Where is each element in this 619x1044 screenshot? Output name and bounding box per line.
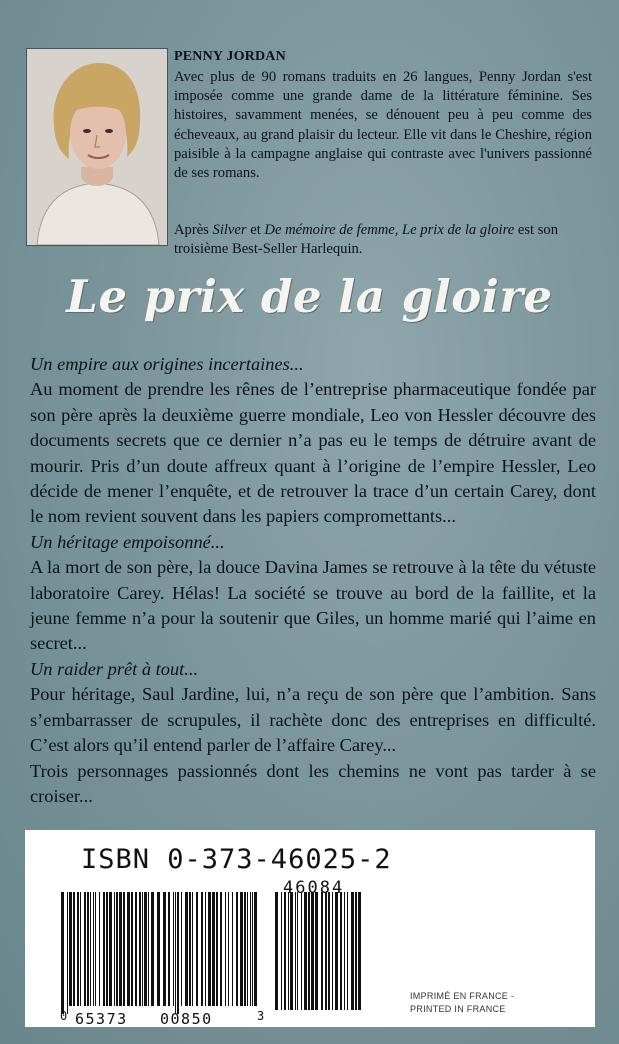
barcode-bar <box>84 892 86 1006</box>
barcode-bar <box>163 892 166 1006</box>
printed-in-france <box>410 990 550 1016</box>
barcode-bar <box>80 892 81 1006</box>
barcode-bar <box>225 892 226 1006</box>
barcode-bar <box>142 892 143 1006</box>
barcode-bar <box>244 892 246 1006</box>
barcode-bar <box>175 892 176 1014</box>
author-bio-bestsellers <box>174 221 594 259</box>
author-bio: Avec plus de 90 romans traduits en 26 langues, Penny Jordan s'est imposée comme une grande dame de la littérature féminine. Ses histoires, savamment menées, se dénouent peu à peu comme des écheveaux, au grand plaisir du lecteur. Elle vit dans le Cheshire, région paisible à la campagne anglaise qui contraste avec l'univers passionné de ses romans. <box>174 69 592 182</box>
barcode-bar <box>301 892 302 1010</box>
barcode-bar <box>196 892 198 1006</box>
barcode-bar <box>116 892 118 1006</box>
barcode-bar <box>173 892 174 1006</box>
author-name: PENNY JORDAN <box>174 49 286 64</box>
barcode-bar <box>123 892 125 1006</box>
barcode-right-digits: 00850 <box>160 1010 213 1028</box>
barcode-bar <box>189 892 191 1006</box>
barcode-bar <box>109 892 112 1006</box>
barcode-bar <box>73 892 75 1006</box>
book-titles-italic: De mémoire de femme, Le prix de la gloire <box>264 222 515 238</box>
section-text: Pour héritage, Saul Jardine, lui, n’a reçu de son père que l’ambition. Sans s’embarrasser de scrupules, il rachète donc des entreprises en difficulté. C’est alors qu’il entend parler de l’affaire Carey... <box>30 684 596 756</box>
barcode-bar <box>355 892 357 1010</box>
barcode-bar <box>90 892 91 1006</box>
book-title: Le prix de la gloire <box>66 270 553 323</box>
section-heading: Un empire aux origines incertaines... <box>30 354 304 374</box>
bio-mid: et <box>246 222 265 238</box>
barcode-bar <box>325 892 327 1010</box>
barcode-bar <box>181 892 182 1006</box>
barcode-bar <box>250 892 251 1006</box>
barcode-bar <box>192 892 193 1006</box>
barcode-bar <box>240 892 243 1006</box>
barcode-first-digit: 0 <box>60 1009 68 1023</box>
barcode-bar <box>151 892 154 1006</box>
barcode-bar <box>114 892 115 1006</box>
barcode-bar <box>328 892 330 1010</box>
barcode-bar <box>290 892 293 1010</box>
ean-barcode <box>59 892 259 1014</box>
barcode-bar <box>288 892 289 1010</box>
printed-line-en: PRINTED IN FRANCE <box>410 1004 506 1014</box>
barcode-bar <box>252 892 253 1006</box>
barcode-area <box>25 830 595 1027</box>
barcode-bar <box>297 892 298 1010</box>
barcode-bar <box>127 892 130 1006</box>
barcode-bar <box>144 892 147 1006</box>
barcode-bar <box>216 892 218 1006</box>
barcode-bar <box>106 892 108 1006</box>
bio-suffix: est son troisième Best-Seller Harlequin. <box>174 222 558 258</box>
barcode-bar <box>95 892 96 1006</box>
barcode-bar <box>340 892 342 1010</box>
barcode-bar <box>67 892 68 1014</box>
barcode-bar <box>228 892 229 1006</box>
barcode-bar <box>295 892 296 1010</box>
barcode-bar <box>61 892 64 1014</box>
barcode-bar <box>77 892 79 1006</box>
barcode-bar <box>220 892 222 1006</box>
barcode-bar <box>208 892 211 1006</box>
barcode-bar <box>93 892 94 1006</box>
barcode-bar <box>311 892 314 1010</box>
barcode-bar <box>135 892 137 1006</box>
barcode-bar <box>335 892 338 1010</box>
barcode-bar <box>131 892 133 1006</box>
barcode-bar <box>99 892 100 1006</box>
barcode-bar <box>232 892 233 1006</box>
barcode-addon-digits: 46084 <box>283 878 345 898</box>
printed-line-fr: IMPRIMÉ EN FRANCE - <box>410 991 515 1001</box>
barcode-bar <box>205 892 206 1006</box>
synopsis <box>30 352 596 809</box>
bio-prefix: Après <box>174 222 213 238</box>
barcode-bar <box>247 892 248 1006</box>
barcode-bar <box>358 892 361 1010</box>
barcode-bar <box>315 892 318 1010</box>
section-text: Au moment de prendre les rênes de l’entreprise pharmaceutique fondée par son père après la deuxième guerre mondiale, Leo von Hessler découvre des documents secrets que ce dernier n’a pas eu le temps de détruire avant de mourir. Pris d’un doute affreux quant à l’origine de l’empire Hessler, Leo décide de mener l’enquête, et de retrouver la trace d’un certain Carey, dont le nom revient souvent dans les papiers compromettants... <box>30 379 596 527</box>
barcode-bar <box>321 892 323 1010</box>
barcode-bar <box>87 892 89 1006</box>
barcode-bar <box>157 892 160 1006</box>
barcode-bar <box>177 892 179 1014</box>
barcode-bar <box>148 892 149 1006</box>
barcode-left-digits: 65373 <box>75 1010 128 1028</box>
barcode-bar <box>284 892 286 1010</box>
addon-barcode <box>273 892 363 1010</box>
barcode-bar <box>69 892 72 1006</box>
book-title-silver: Silver <box>212 222 247 238</box>
barcode-bar <box>332 892 333 1010</box>
section-text: A la mort de son père, la douce Davina James se retrouve à la tête du vétuste laboratoire Carey. Hélas! La société se trouve au bord de la faillite, et la jeune femme n’a pour la soutenir que Giles, un homme marié qui l’aime en secret... <box>30 557 596 654</box>
author-photo <box>26 48 168 246</box>
barcode-bar <box>185 892 188 1006</box>
barcode-bar <box>281 892 282 1010</box>
barcode-bar <box>344 892 345 1010</box>
barcode-bar <box>275 892 278 1010</box>
barcode-bar <box>254 892 257 1006</box>
barcode-bar <box>308 892 310 1010</box>
closing-text: Trois personnages passionnés dont les chemins ne vont pas tarder à se croiser... <box>30 760 596 806</box>
barcode-last-digit: 3 <box>257 1009 265 1023</box>
barcode-bar <box>236 892 238 1006</box>
barcode-bar <box>168 892 170 1006</box>
barcode-bar <box>304 892 307 1010</box>
barcode-bar <box>347 892 348 1010</box>
barcode-bar <box>351 892 354 1010</box>
barcode-bar <box>212 892 215 1006</box>
barcode-bar <box>103 892 105 1006</box>
barcode-bar <box>139 892 141 1006</box>
section-heading: Un raider prêt à tout... <box>30 658 199 679</box>
isbn-number: ISBN 0-373-46025-2 <box>81 844 392 875</box>
section-heading: Un héritage empoisonné... <box>30 531 225 552</box>
barcode-bar <box>201 892 203 1006</box>
barcode-bar <box>119 892 122 1006</box>
